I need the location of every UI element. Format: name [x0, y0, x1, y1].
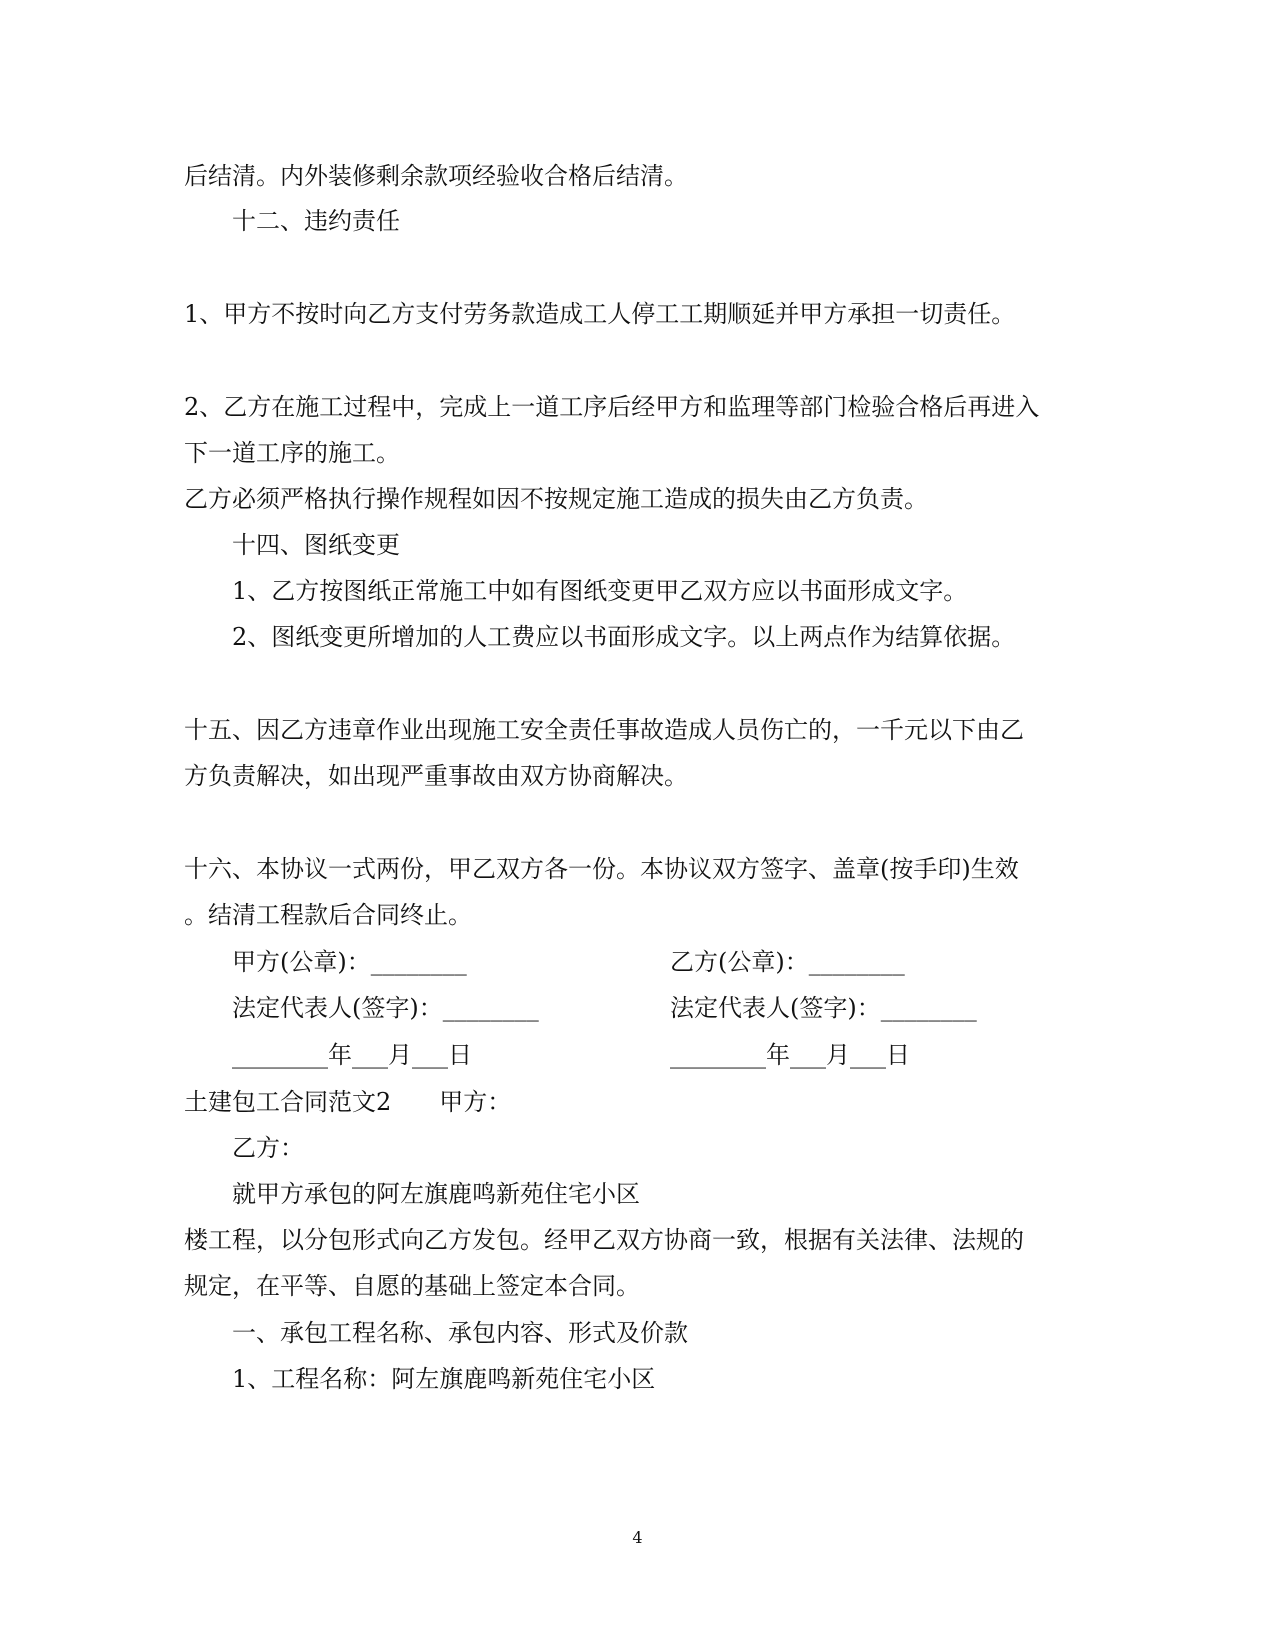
document-title: 土建包工合同范文2 甲方： [184, 1088, 512, 1116]
text-line: 1、乙方按图纸正常施工中如有图纸变更甲乙双方应以书面形成文字。 [232, 577, 968, 605]
text-line: 十六、本协议一式两份，甲乙双方各一份。本协议双方签字、盖章(按手印)生效 [184, 855, 1019, 883]
party-b-date: ________年___月___日 [670, 1041, 910, 1069]
party-b-seal: 乙方(公章)：________ [670, 948, 905, 976]
text-line: 。结清工程款后合同终止。 [184, 901, 472, 929]
text-line: 规定，在平等、自愿的基础上签定本合同。 [184, 1272, 640, 1300]
party-b-representative: 法定代表人(签字)：________ [670, 994, 977, 1022]
party-a-seal: 甲方(公章)：________ [232, 948, 467, 976]
page-number: 4 [632, 1528, 643, 1547]
text-line: 就甲方承包的阿左旗鹿鸣新苑住宅小区 [232, 1180, 640, 1208]
text-line: 1、工程名称：阿左旗鹿鸣新苑住宅小区 [232, 1365, 656, 1393]
text-line: 楼工程，以分包形式向乙方发包。经甲乙双方协商一致，根据有关法律、法规的 [184, 1226, 1024, 1254]
party-a-representative: 法定代表人(签字)：________ [232, 994, 539, 1022]
text-line: 十五、因乙方违章作业出现施工安全责任事故造成人员伤亡的，一千元以下由乙 [184, 716, 1024, 744]
section-heading: 十四、图纸变更 [232, 531, 400, 559]
text-line: 后结清。内外装修剩余款项经验收合格后结清。 [184, 162, 688, 190]
section-heading: 十二、违约责任 [232, 207, 400, 235]
text-line: 2、图纸变更所增加的人工费应以书面形成文字。以上两点作为结算依据。 [232, 623, 1016, 651]
party-a-date: ________年___月___日 [232, 1041, 472, 1069]
text-line: 1、甲方不按时向乙方支付劳务款造成工人停工工期顺延并甲方承担一切责任。 [184, 300, 1016, 328]
text-line: 2、乙方在施工过程中，完成上一道工序后经甲方和监理等部门检验合格后再进入 [184, 393, 1040, 421]
text-line: 乙方必须严格执行操作规程如因不按规定施工造成的损失由乙方负责。 [184, 485, 928, 513]
text-line: 下一道工序的施工。 [184, 439, 400, 467]
text-line: 方负责解决，如出现严重事故由双方协商解决。 [184, 762, 688, 790]
section-heading: 一、承包工程名称、承包内容、形式及价款 [232, 1319, 688, 1347]
text-line: 乙方： [232, 1134, 304, 1162]
